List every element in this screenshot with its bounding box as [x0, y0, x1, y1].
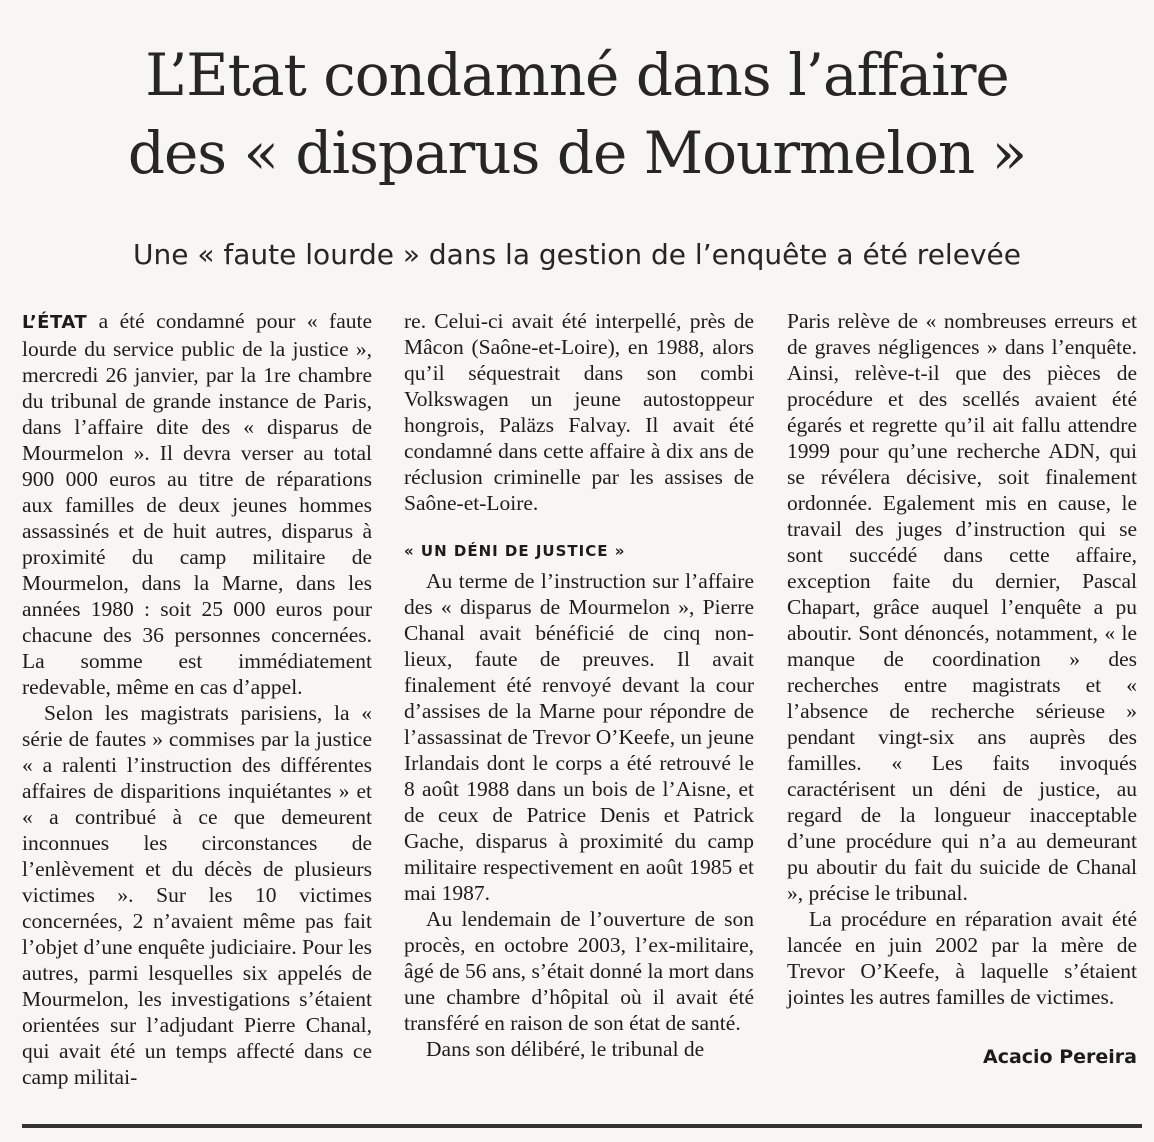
- paragraph-1: [22, 308, 372, 700]
- headline: [0, 36, 1154, 192]
- paragraph-8: La procédure en réparation avait été lancée en juin 2002 par la mère de Trevor O’Keefe, à laquelle s’étaient jointes les autres familles de victimes.: [787, 907, 1137, 1009]
- lead-word: L’ÉTAT: [22, 312, 88, 333]
- paragraph-5: Au lendemain de l’ouverture de son procès, en octobre 2003, l’ex-militaire, âgé de 56 ans, s’était donné la mort dans une chambre d’hôpital où il avait été transféré en raison de son état de santé.: [404, 907, 754, 1035]
- author-signature: Acacio Pereira: [982, 1046, 1137, 1068]
- bottom-rule: [22, 1124, 1142, 1128]
- headline-line-2: des « disparus de Mourmelon »: [127, 119, 1027, 187]
- article-column-2: [404, 308, 754, 1062]
- article-column-1: [22, 308, 372, 1090]
- article-column-3: [787, 308, 1137, 1070]
- subtitle: Une « faute lourde » dans la gestion de l’enquête a été relevée: [133, 238, 1021, 271]
- paragraph-2: Selon les magistrats parisiens, la « série de fautes » commises par la justice « a ralenti l’instruction des différentes affaires de disparitions inquiétantes » et « a contribué à ce que demeurent inconnues les circonstances de l’enlèvement et du décès de plusieurs victimes ». Sur les 10 victimes concernées, 2 n’avaient même pas fait l’objet d’une enquête judiciaire. Pour les autres, parmi lesquelles six appelés de Mourmelon, les investigations s’étaient orientées sur l’adjudant Pierre Chanal, qui avait été un temps affecté dans ce camp militai-: [22, 701, 372, 1089]
- paragraph-text: a été condamné pour « faute lourde du service public de la justice », mercredi 26 janvier, par la 1re chambre du tribunal de grande instance de Paris, dans l’affaire dite des « disparus de Mourmelon ». Il devra verser au total 900 000 euros au titre de réparations aux familles de deux jeunes hommes assassinés et de huit autres, disparus à proximité du camp militaire de Mourmelon, dans la Marne, dans les années 1980 : soit 25 000 euros pour chacune des 36 personnes concernées. La somme est immédiatement redevable, même en cas d’appel.: [22, 309, 372, 699]
- paragraph-6: Dans son délibéré, le tribunal de: [426, 1037, 705, 1061]
- headline-line-1: L’Etat condamné dans l’affaire: [145, 41, 1009, 109]
- paragraph-4: Au terme de l’instruction sur l’affaire des « disparus de Mourmelon », Pierre Chanal avait bénéficié de cinq non-lieux, faute de preuves. Il avait finalement été renvoyé devant la cour d’assises de la Marne pour répondre de l’assassinat de Trevor O’Keefe, un jeune Irlandais dont le corps a été retrouvé le 8 août 1988 dans un bois de l’Aisne, et de ceux de Patrice Denis et Patrick Gache, disparus à proximité du camp militaire respectivement en août 1985 et mai 1987.: [404, 569, 754, 905]
- paragraph-3: re. Celui-ci avait été interpellé, près de Mâcon (Saône-et-Loire), en 1988, alors qu’il séquestrait dans son combi Volkswagen un jeune autostoppeur hongrois, Paläzs Falvay. Il avait été condamné dans cette affaire à dix ans de réclusion criminelle par les assises de Saône-et-Loire.: [404, 309, 754, 515]
- section-heading: « UN DÉNI DE JUSTICE »: [404, 542, 626, 560]
- paragraph-7: Paris relève de « nombreuses erreurs et de graves négligences » dans l’enquête. Ainsi, relève-t-il que des pièces de procédure et des scellés avaient été égarés et regrette qu’il ait fallu attendre 1999 pour qu’une recherche ADN, qui se révélera décisive, soit finalement ordonnée. Egalement mis en cause, le travail des juges d’instruction qui se sont succédé dans cette affaire, exception faite du dernier, Pascal Chapart, grâce auquel l’enquête a pu aboutir. Sont dénoncés, notamment, « le manque de coordination » des recherches entre magistrats et « l’absence de recherche sérieuse » pendant vingt-six ans auprès des familles. « Les faits invoqués caractérisent un déni de justice, au regard de la longueur inacceptable d’une procédure qui n’a au demeurant pu aboutir du fait du suicide de Chanal », précise le tribunal.: [787, 309, 1137, 905]
